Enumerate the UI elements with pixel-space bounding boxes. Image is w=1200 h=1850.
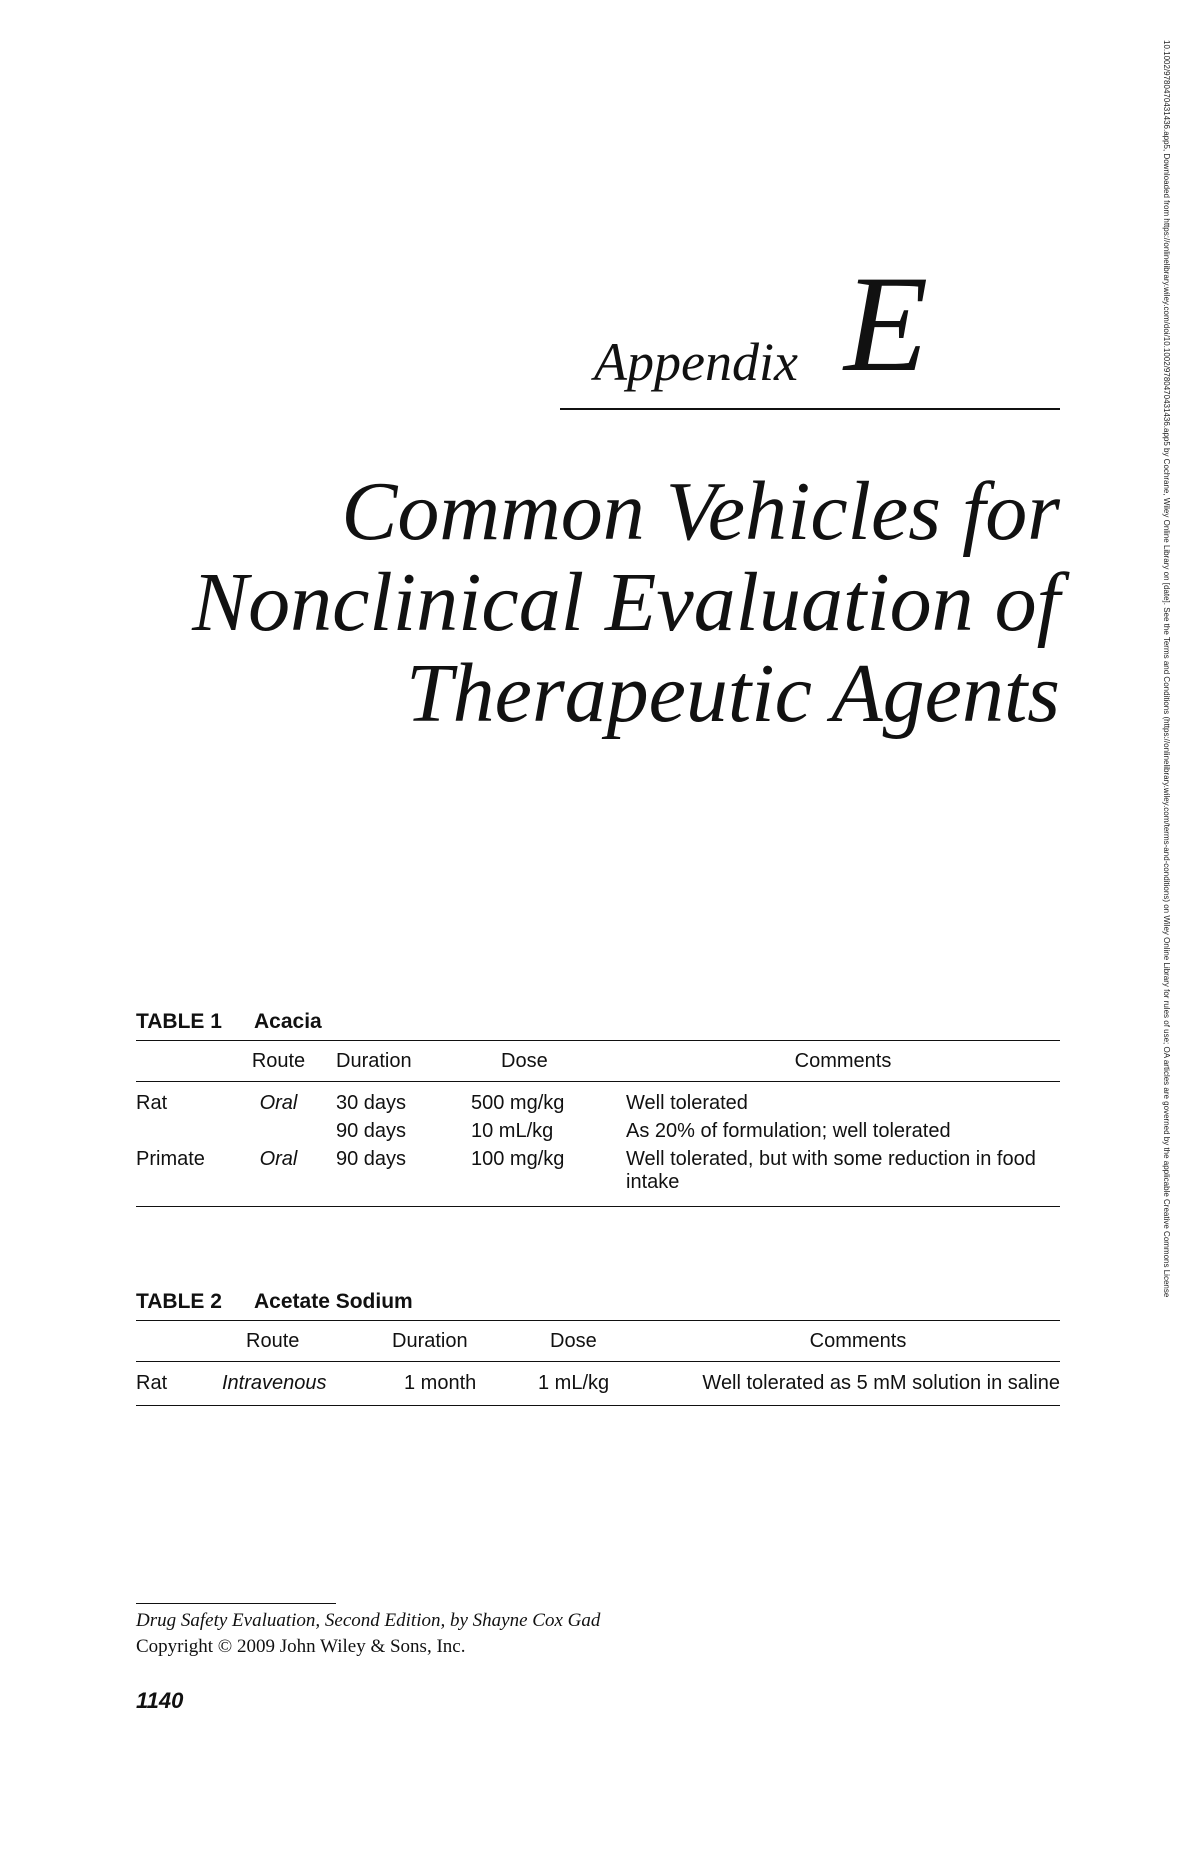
header-duration: Duration — [336, 1050, 412, 1072]
page-number: 1140 — [136, 1688, 184, 1713]
table-row — [136, 1146, 1060, 1207]
cell-duration: 90 days — [336, 1120, 407, 1142]
cell-comments: Well tolerated, but with some reduction in food intake — [626, 1148, 1036, 1193]
table-header-row — [136, 1321, 1060, 1362]
download-watermark-strip: 10.1002/9780470431436.app5, Downloaded from https://onlinelibrary.wiley.com/doi/10.1002/9780470431436.app5 by Cochrane, Wiley Online Library on [date]. See the Terms and Conditions (https://onlinelibrary.wiley.com/terms-and-conditions) on Wiley Online Library for rules of use; OA articles are governed by the applicable Creative Commons License — [1162, 40, 1171, 1298]
appendix-rule — [560, 408, 1060, 410]
appendix-letter: E — [844, 247, 929, 400]
cell-route: Intravenous — [222, 1372, 327, 1394]
table-number: TABLE 2 — [136, 1290, 222, 1313]
cell-species: Rat — [136, 1372, 168, 1394]
chapter-title-line: Nonclinical Evaluation of — [192, 556, 1060, 649]
cell-comments: Well tolerated as 5 mM solution in saline — [702, 1372, 1060, 1394]
header-comments: Comments — [809, 1330, 907, 1352]
cell-route: Oral — [259, 1092, 298, 1114]
footnote-copyright: Copyright © 2009 John Wiley & Sons, Inc. — [136, 1636, 466, 1657]
cell-species: Primate — [136, 1148, 205, 1170]
header-species — [136, 1041, 221, 1082]
table-title — [136, 1010, 1060, 1040]
chapter-title — [100, 465, 1060, 743]
table-row — [136, 1362, 1060, 1406]
header-duration: Duration — [392, 1330, 468, 1352]
cell-species: Rat — [136, 1092, 168, 1114]
data-table — [136, 1041, 1060, 1207]
footnote — [136, 1603, 676, 1658]
cell-dose: 1 mL/kg — [538, 1372, 610, 1394]
header-route: Route — [246, 1330, 300, 1352]
table-header-row — [136, 1041, 1060, 1082]
cell-duration: 1 month — [404, 1372, 477, 1394]
cell-dose: 10 mL/kg — [471, 1120, 554, 1142]
appendix-heading — [560, 247, 1060, 420]
header-dose: Dose — [550, 1330, 597, 1352]
table-row — [136, 1082, 1060, 1119]
table-acacia — [136, 1010, 1060, 1207]
header-dose: Dose — [501, 1050, 548, 1072]
table-row — [136, 1118, 1060, 1146]
table-name: Acacia — [254, 1010, 322, 1033]
table-number: TABLE 1 — [136, 1010, 222, 1033]
chapter-title-line: Common Vehicles for — [341, 465, 1060, 558]
cell-route — [221, 1118, 336, 1146]
cell-comments: As 20% of formulation; well tolerated — [626, 1120, 951, 1142]
header-species — [136, 1321, 216, 1362]
cell-dose: 100 mg/kg — [471, 1148, 565, 1170]
cell-species — [136, 1118, 221, 1146]
table-title — [136, 1290, 1060, 1320]
header-comments: Comments — [794, 1050, 892, 1072]
chapter-title-line: Therapeutic Agents — [405, 647, 1060, 740]
cell-duration: 30 days — [336, 1092, 407, 1114]
cell-route: Oral — [259, 1148, 298, 1170]
table-acetate-sodium — [136, 1290, 1060, 1406]
cell-dose: 500 mg/kg — [471, 1092, 565, 1114]
cell-duration: 90 days — [336, 1148, 407, 1170]
table-name: Acetate Sodium — [254, 1290, 413, 1313]
cell-comments: Well tolerated — [626, 1092, 748, 1114]
footnote-rule — [136, 1603, 336, 1604]
appendix-word: Appendix — [594, 332, 798, 392]
footnote-book-title: Drug Safety Evaluation, Second Edition, by Shayne Cox Gad — [136, 1610, 601, 1631]
data-table — [136, 1321, 1060, 1406]
header-route: Route — [251, 1050, 306, 1072]
